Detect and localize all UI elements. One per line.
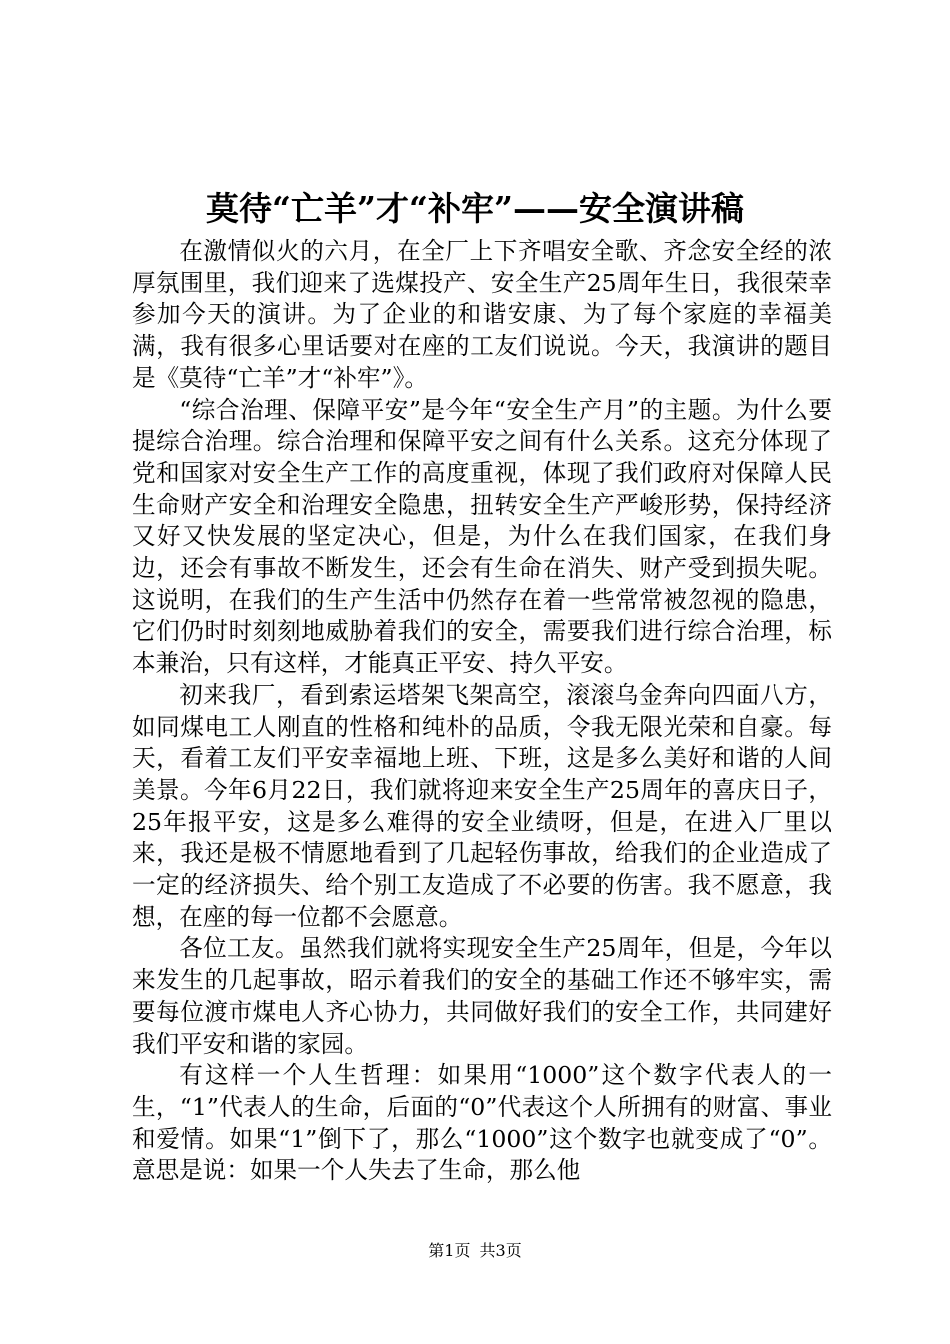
- page-footer: [0, 1240, 950, 1262]
- paragraph: 各位工友。虽然我们就将实现安全生产25周年，但是，今年以来发生的几起事故，昭示着我们的安全的基础工作还不够牢实，需要每位渡市煤电人齐心协力，共同做好我们的安全工作，共同建好我们平安和谐的家园。: [132, 934, 832, 1058]
- paragraph: 有这样一个人生哲理：如果用“1000”这个数字代表人的一生，“1”代表人的生命，后面的“0”代表这个人所拥有的财富、事业和爱情。如果“1”倒下了，那么“1000”这个数字也就变成了“0”。意思是说：如果一个人失去了生命，那么他: [132, 1061, 832, 1185]
- document-body: [132, 236, 832, 1187]
- page-number: 第1页: [428, 1241, 471, 1260]
- paragraph: 在激情似火的六月，在全厂上下齐唱安全歌、齐念安全经的浓厚氛围里，我们迎来了选煤投产、安全生产25周年生日，我很荣幸参加今天的演讲。为了企业的和谐安康、为了每个家庭的幸福美满，我有很多心里话要对在座的工友们说说。今天，我演讲的题目是《莫待“亡羊”才“补牢”》。: [132, 237, 832, 392]
- paragraph: “综合治理、保障平安”是今年“安全生产月”的主题。为什么要提综合治理。综合治理和保障平安之间有什么关系。这充分体现了党和国家对安全生产工作的高度重视，体现了我们政府对保障人民生命财产安全和治理安全隐患，扭转安全生产严峻形势，保持经济又好又快发展的坚定决心，但是，为什么在我们国家，在我们身边，还会有事故不断发生，还会有生命在消失、财产受到损失呢。这说明，在我们的生产生活中仍然存在着一些常常被忽视的隐患，它们仍时时刻刻地威胁着我们的安全，需要我们进行综合治理，标本兼治，只有这样，才能真正平安、持久平安。: [132, 395, 832, 678]
- paragraph: 初来我厂，看到索运塔架飞架高空，滚滚乌金奔向四面八方，如同煤电工人刚直的性格和纯朴的品质，令我无限光荣和自豪。每天，看着工友们平安幸福地上班、下班，这是多么美好和谐的人间美景。今年6月22日，我们就将迎来安全生产25周年的喜庆日子，25年报平安，这是多么难得的安全业绩呀，但是，在进入厂里以来，我还是极不情愿地看到了几起轻伤事故，给我们的企业造成了一定的经济损失、给个别工友造成了不必要的伤害。我不愿意，我想，在座的每一位都不会愿意。: [132, 680, 832, 931]
- page-total: 共3页: [479, 1241, 522, 1260]
- document-title: 莫待“亡羊”才“补牢”——安全演讲稿: [206, 189, 744, 228]
